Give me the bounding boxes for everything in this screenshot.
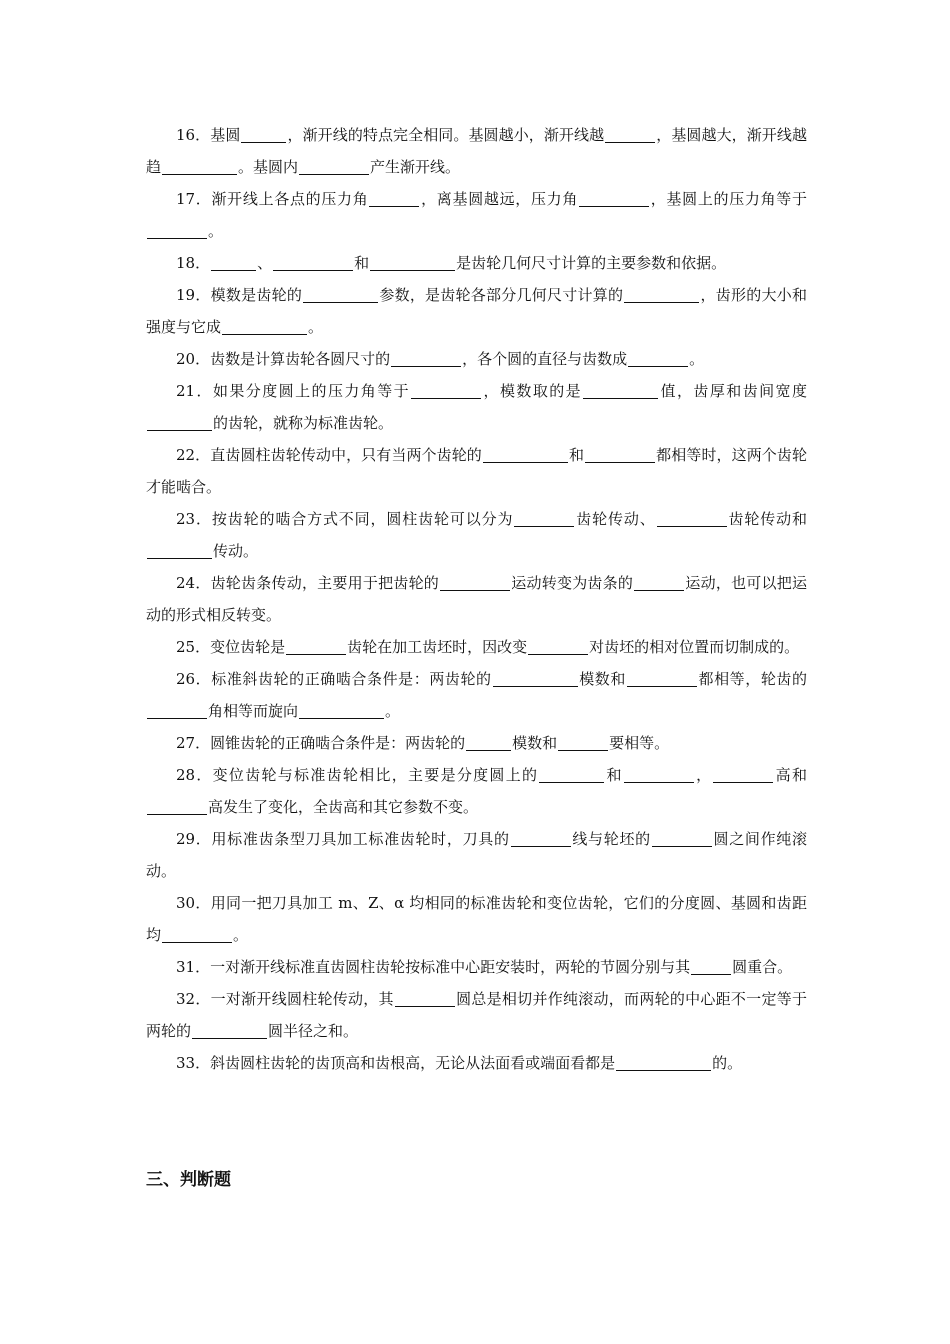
answer-blank[interactable] [147, 798, 207, 815]
answer-blank[interactable] [162, 926, 232, 943]
answer-blank[interactable] [147, 702, 207, 719]
question-25: 25．变位齿轮是 齿轮在加工齿坯时，因改变 对齿坯的相对位置而切制成的。 [176, 638, 800, 656]
question-21: 21．如果分度圆上的压力角等于 ，模数取的是 值，齿厚和齿间宽度的齿轮，就称为标准齿轮。 [146, 375, 807, 439]
answer-blank[interactable] [616, 1054, 711, 1071]
answer-blank[interactable] [440, 574, 510, 591]
question-30: 30．用同一把刀具加工 m、Z、α 均相同的标准齿轮和变位齿轮，它们的分度圆、基圆和齿距均 。 [146, 894, 807, 944]
answer-blank[interactable] [493, 670, 578, 687]
question-28: 28．变位齿轮与标准齿轮相比，主要是分度圆上的 和 ， 高和高发生了变化，全齿高和其它参数不变。 [146, 759, 807, 823]
answer-blank[interactable] [162, 158, 237, 175]
answer-blank[interactable] [583, 382, 658, 399]
question-31: 31．一对渐开线标准直齿圆柱齿轮按标准中心距安装时，两轮的节圆分别与其 圆重合。 [176, 958, 793, 976]
answer-blank[interactable] [628, 350, 688, 367]
question-29: 29．用标准齿条型刀具加工标准齿轮时，刀具的 线与轮坯的 圆之间作纯滚动。 [146, 830, 807, 880]
answer-blank[interactable] [303, 286, 378, 303]
answer-blank[interactable] [652, 830, 712, 847]
answer-blank[interactable] [634, 574, 684, 591]
answer-blank[interactable] [192, 1022, 267, 1039]
answer-blank[interactable] [511, 830, 571, 847]
answer-blank[interactable] [514, 510, 574, 527]
answer-blank[interactable] [691, 958, 731, 975]
answer-blank[interactable] [222, 318, 307, 335]
answer-blank[interactable] [713, 766, 773, 783]
question-23: 23．按齿轮的啮合方式不同，圆柱齿轮可以分为 齿轮传动、 齿轮传动和传动。 [146, 503, 807, 567]
answer-blank[interactable] [211, 254, 256, 271]
section-title: 三、判断题 [146, 1170, 231, 1190]
answer-blank[interactable] [585, 446, 655, 463]
answer-blank[interactable] [579, 190, 649, 207]
question-19: 19．模数是齿轮的 参数，是齿轮各部分几何尺寸计算的 ，齿形的大小和强度与它成 。 [146, 286, 807, 336]
answer-blank[interactable] [539, 766, 604, 783]
answer-blank[interactable] [657, 510, 727, 527]
answer-blank[interactable] [391, 350, 461, 367]
question-16: 16．基圆 ，渐开线的特点完全相同。基圆越小，渐开线越 ，基圆越大，渐开线越趋 。基圆内 产生渐开线。 [146, 126, 807, 176]
question-list [146, 119, 807, 1079]
answer-blank[interactable] [370, 254, 455, 271]
question-27: 27．圆锥齿轮的正确啮合条件是：两齿轮的 模数和 要相等。 [176, 734, 670, 752]
question-22: 22．直齿圆柱齿轮传动中，只有当两个齿轮的 和 都相等时，这两个齿轮才能啮合。 [146, 446, 807, 496]
answer-blank[interactable] [369, 190, 419, 207]
answer-blank[interactable] [558, 734, 608, 751]
answer-blank[interactable] [605, 126, 655, 143]
answer-blank[interactable] [241, 126, 286, 143]
answer-blank[interactable] [147, 222, 207, 239]
answer-blank[interactable] [286, 638, 346, 655]
question-20: 20．齿数是计算齿轮各圆尺寸的 ，各个圆的直径与齿数成 。 [176, 350, 705, 368]
answer-blank[interactable] [466, 734, 511, 751]
question-33: 33．斜齿圆柱齿轮的齿顶高和齿根高，无论从法面看或端面看都是 的。 [176, 1054, 743, 1072]
question-17: 17．渐开线上各点的压力角 ，离基圆越远，压力角 ，基圆上的压力角等于。 [146, 183, 807, 247]
question-26: 26．标准斜齿轮的正确啮合条件是：两齿轮的 模数和 都相等，轮齿的角相等而旋向 。 [146, 663, 807, 727]
answer-blank[interactable] [624, 766, 694, 783]
answer-blank[interactable] [273, 254, 353, 271]
answer-blank[interactable] [627, 670, 697, 687]
answer-blank[interactable] [528, 638, 588, 655]
answer-blank[interactable] [299, 702, 384, 719]
answer-blank[interactable] [395, 990, 455, 1007]
answer-blank[interactable] [299, 158, 369, 175]
answer-blank[interactable] [411, 382, 481, 399]
answer-blank[interactable] [147, 414, 212, 431]
answer-blank[interactable] [147, 542, 212, 559]
question-18: 18． 、 和 是齿轮几何尺寸计算的主要参数和依据。 [176, 254, 727, 272]
question-24: 24．齿轮齿条传动，主要用于把齿轮的 运动转变为齿条的 运动，也可以把运动的形式相反转变。 [146, 574, 807, 624]
answer-blank[interactable] [624, 286, 699, 303]
answer-blank[interactable] [483, 446, 568, 463]
question-32: 32．一对渐开线圆柱轮传动，其 圆总是相切并作纯滚动，而两轮的中心距不一定等于两轮的 圆半径之和。 [146, 990, 807, 1040]
